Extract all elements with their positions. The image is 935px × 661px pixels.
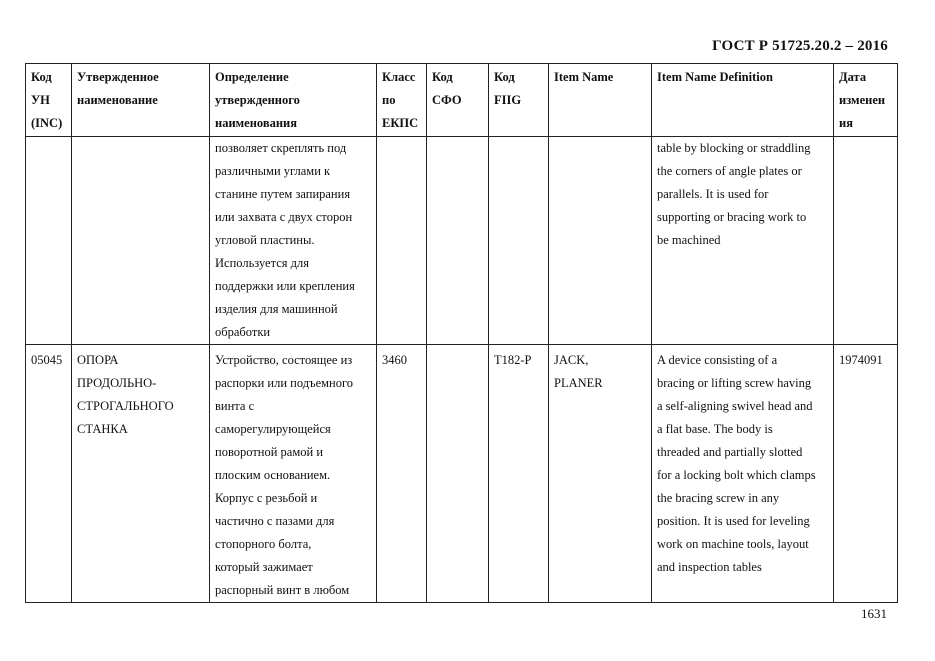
cell-line: table by blocking or straddling <box>657 141 811 155</box>
cell-definition <box>210 345 377 603</box>
cell-date <box>834 345 898 603</box>
cell-line: распорный винт в любом <box>215 583 350 597</box>
header-item-name-definition: Item Name Definition <box>652 64 834 137</box>
cell-line: ПРОДОЛЬНО- <box>77 376 157 390</box>
cell-fiig <box>489 137 549 345</box>
cell-line: Используется для <box>215 256 309 270</box>
table-row <box>26 345 898 603</box>
cell-line: распорки или подъемного <box>215 376 354 390</box>
table-row <box>26 137 898 345</box>
header-definition: Определение утвержденного наименования <box>210 64 377 137</box>
cell-inc <box>26 137 72 345</box>
cell-line: частично с пазами для <box>215 514 335 528</box>
cell-line: стопорного болта, <box>215 537 312 551</box>
cell-line: parallels. It is used for <box>657 187 769 201</box>
cell-line: ОПОРА <box>77 353 119 367</box>
cell-line: be machined <box>657 233 721 247</box>
cell-line: обработки <box>215 325 271 339</box>
cell-line: 1974091 <box>839 353 883 367</box>
catalog-table <box>25 63 898 603</box>
cell-item-name <box>549 137 652 345</box>
cell-line: станине путем запирания <box>215 187 351 201</box>
cell-line: СТРОГАЛЬНОГО <box>77 399 174 413</box>
header-row <box>26 64 898 137</box>
cell-line: position. It is used for leveling <box>657 514 810 528</box>
cell-date <box>834 137 898 345</box>
cell-class <box>377 345 427 603</box>
document-title: ГОСТ Р 51725.20.2 – 2016 <box>712 38 888 54</box>
cell-line: A device consisting of a <box>657 353 778 367</box>
cell-line: угловой пластины. <box>215 233 315 247</box>
cell-inc <box>26 345 72 603</box>
cell-line: a self-aligning swivel head and <box>657 399 813 413</box>
cell-sfo <box>427 345 489 603</box>
cell-line: который зажимает <box>215 560 313 574</box>
cell-line: JACK, <box>554 353 589 367</box>
cell-line: 05045 <box>31 353 63 367</box>
cell-line: Корпус с резьбой и <box>215 491 318 505</box>
cell-line: СТАНКА <box>77 422 128 436</box>
cell-fiig <box>489 345 549 603</box>
header-inc: Код УН (INC) <box>26 64 72 137</box>
cell-line: поворотной рамой и <box>215 445 324 459</box>
header-date-changed: Дата изменен ия <box>834 64 898 137</box>
cell-line: различными углами к <box>215 164 331 178</box>
header-item-name: Item Name <box>549 64 652 137</box>
cell-line: a flat base. The body is <box>657 422 773 436</box>
cell-line: work on machine tools, layout <box>657 537 809 551</box>
cell-line: саморегулирующейся <box>215 422 331 436</box>
cell-line: bracing or lifting screw having <box>657 376 812 390</box>
header-sfo: Код СФО <box>427 64 489 137</box>
cell-line: for a locking bolt which clamps <box>657 468 816 482</box>
cell-line: 3460 <box>382 353 407 367</box>
cell-line: плоским основанием. <box>215 468 331 482</box>
cell-line: PLANER <box>554 376 603 390</box>
header-approved-name: Утвержденное наименование <box>72 64 210 137</box>
cell-sfo <box>427 137 489 345</box>
cell-item-definition <box>652 345 834 603</box>
cell-name <box>72 345 210 603</box>
cell-line: T182-P <box>494 353 532 367</box>
cell-name <box>72 137 210 345</box>
cell-line: поддержки или крепления <box>215 279 355 293</box>
cell-item-definition <box>652 137 834 345</box>
cell-item-name <box>549 345 652 603</box>
header-class: Класс по ЕКПС <box>377 64 427 137</box>
header-fiig: Код FIIG <box>489 64 549 137</box>
cell-line: and inspection tables <box>657 560 762 574</box>
cell-line: threaded and partially slotted <box>657 445 803 459</box>
cell-line: Устройство, состоящее из <box>215 353 353 367</box>
cell-line: или захвата с двух сторон <box>215 210 353 224</box>
cell-line: the corners of angle plates or <box>657 164 802 178</box>
cell-definition <box>210 137 377 345</box>
cell-class <box>377 137 427 345</box>
page-number: 1631 <box>861 606 887 621</box>
cell-line: позволяет скреплять под <box>215 141 347 155</box>
cell-line: the bracing screw in any <box>657 491 780 505</box>
cell-line: supporting or bracing work to <box>657 210 807 224</box>
cell-line: изделия для машинной <box>215 302 338 316</box>
cell-line: винта с <box>215 399 255 413</box>
